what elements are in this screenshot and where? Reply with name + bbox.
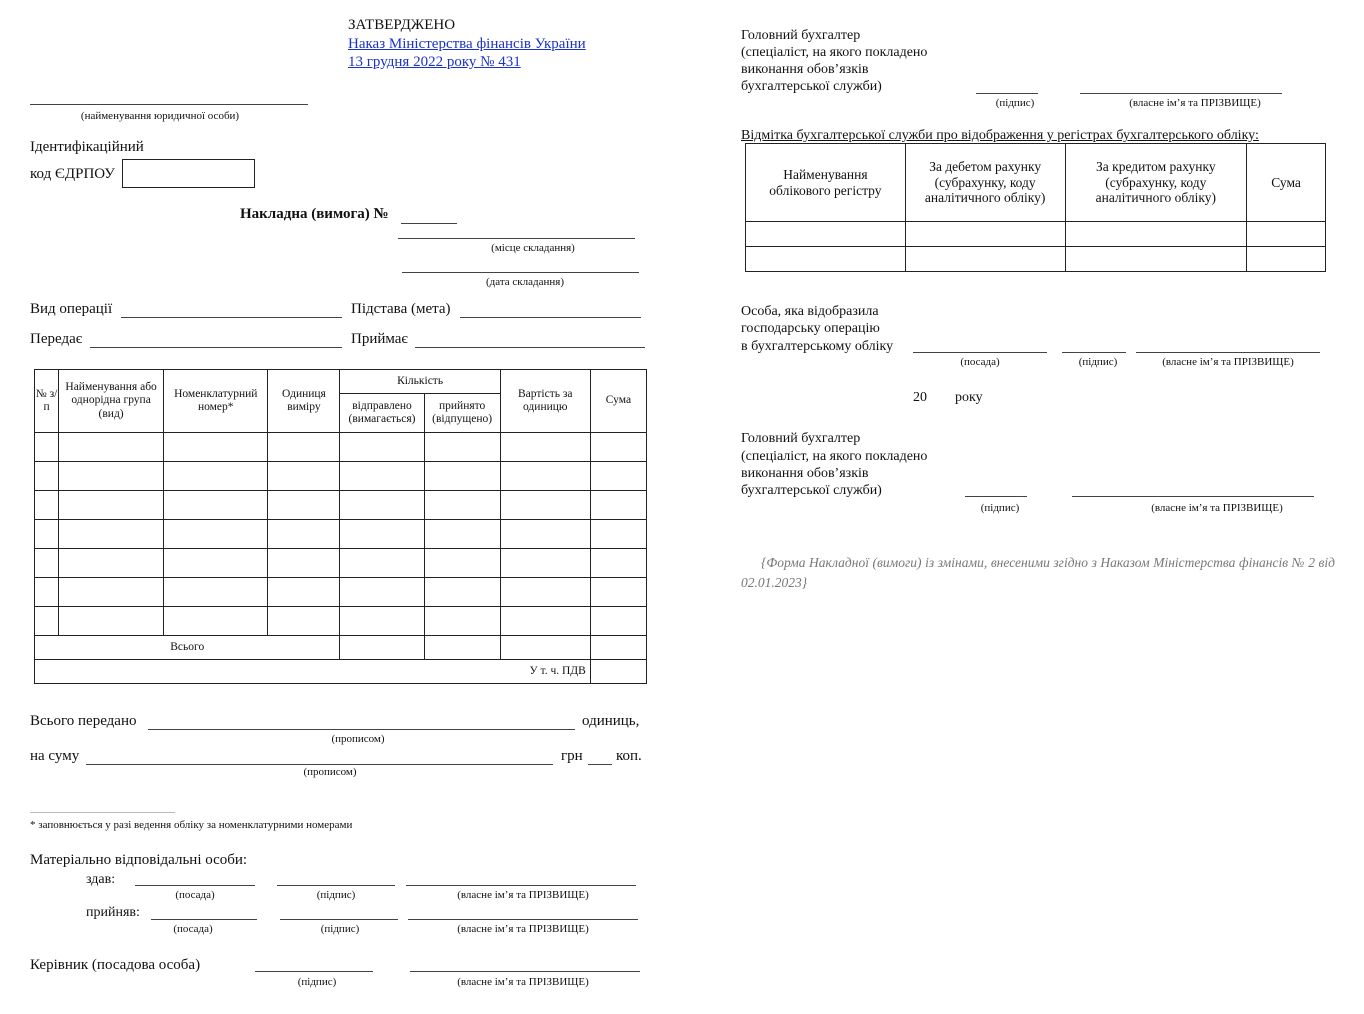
chief-accountant-2-signature-caption: (підпис) xyxy=(980,502,1020,514)
units-label: одиниць, xyxy=(582,713,640,729)
col-register: Найменування облікового регістру xyxy=(746,144,906,222)
entity-name-caption: (найменування юридичної особи) xyxy=(80,110,240,122)
document-number-line[interactable] xyxy=(401,223,457,224)
responsible-title: Матеріально відповідальні особи: xyxy=(30,852,248,868)
chief-accountant-1-line2: (спеціаліст, на якого покладено xyxy=(741,45,928,60)
table-row xyxy=(35,491,647,520)
accounting-table xyxy=(745,143,1326,272)
recorder-signature-line[interactable] xyxy=(1062,352,1126,353)
chief-accountant-2-name-line[interactable] xyxy=(1072,496,1314,497)
col-quantity: Кількість xyxy=(340,370,500,394)
table-row xyxy=(35,520,647,549)
entity-name-line xyxy=(30,104,308,105)
chief-accountant-1-signature-line[interactable] xyxy=(976,93,1038,94)
accepted-position-caption: (посада) xyxy=(173,923,213,935)
total-label: Всього xyxy=(35,636,340,660)
kop-label: коп. xyxy=(616,748,642,764)
year-prefix: 20 xyxy=(913,390,927,405)
col-unit: Одиниця виміру xyxy=(268,370,340,433)
accepted-name-caption: (власне ім’я та ПРІЗВИЩЕ) xyxy=(457,923,589,935)
document-title: Накладна (вимога) № xyxy=(240,206,389,222)
handed-label: здав: xyxy=(86,872,116,887)
recorder-line3: в бухгалтерському обліку xyxy=(741,339,894,354)
col-sent: відправлено (вимагається) xyxy=(340,394,424,433)
col-received: прийнято (відпущено) xyxy=(424,394,500,433)
head-signature-caption: (підпис) xyxy=(297,976,337,988)
vat-row xyxy=(35,660,647,684)
operation-type-label: Вид операції xyxy=(30,301,113,317)
in-words-caption-2: (прописом) xyxy=(303,766,357,778)
table-row xyxy=(746,247,1326,272)
chief-accountant-2-line2: (спеціаліст, на якого покладено xyxy=(741,449,928,464)
amendment-note: {Форма Накладної (вимоги) із змінами, внесеними згідно з Наказом Міністерства фінансів № 2 від 02.01.2023} xyxy=(741,555,1335,590)
footnote-divider xyxy=(30,812,175,813)
place-caption: (місце складання) xyxy=(491,242,575,254)
handed-name-line[interactable] xyxy=(406,885,636,886)
year-suffix: року xyxy=(955,390,983,405)
handed-position-line[interactable] xyxy=(135,885,255,886)
recorder-line2: господарську операцію xyxy=(741,321,880,336)
col-nomenclature: Номенклатурний номер* xyxy=(164,370,268,433)
receives-line[interactable] xyxy=(415,347,645,348)
head-signature-line[interactable] xyxy=(255,971,373,972)
date-caption: (дата складання) xyxy=(485,276,564,288)
table-row xyxy=(35,578,647,607)
chief-accountant-2-line1: Головний бухгалтер xyxy=(741,431,861,446)
col-name: Найменування або однорідна група (вид) xyxy=(59,370,164,433)
chief-accountant-1-line1: Головний бухгалтер xyxy=(741,28,861,43)
transfers-line[interactable] xyxy=(90,347,342,348)
id-label-1: Ідентифікаційний xyxy=(30,139,144,155)
table-row xyxy=(35,433,647,462)
accepted-label: прийняв: xyxy=(86,905,140,920)
total-row xyxy=(35,636,647,660)
accounting-mark-title: Відмітка бухгалтерської служби про відображення у регістрах бухгалтерського обліку: xyxy=(741,128,1259,143)
handed-name-caption: (власне ім’я та ПРІЗВИЩЕ) xyxy=(457,889,589,901)
receives-label: Приймає xyxy=(351,331,408,347)
table-row xyxy=(35,462,647,491)
handed-signature-line[interactable] xyxy=(277,885,395,886)
table-row xyxy=(35,607,647,636)
chief-accountant-2-signature-line[interactable] xyxy=(965,496,1027,497)
recorder-position-caption: (посада) xyxy=(960,356,1000,368)
approved-label: ЗАТВЕРДЖЕНО xyxy=(348,17,456,33)
head-name-caption: (власне ім’я та ПРІЗВИЩЕ) xyxy=(457,976,589,988)
order-date-link[interactable]: 13 грудня 2022 року № 431 xyxy=(348,54,521,70)
edrpou-code-field[interactable] xyxy=(122,159,255,188)
recorder-signature-caption: (підпис) xyxy=(1078,356,1118,368)
chief-accountant-1-name-caption: (власне ім’я та ПРІЗВИЩЕ) xyxy=(1129,97,1261,109)
id-label-2: код ЄДРПОУ xyxy=(30,166,115,182)
col-debit: За дебетом рахунку (субрахунку, коду аналітичного обліку) xyxy=(905,144,1065,222)
chief-accountant-1-name-line[interactable] xyxy=(1080,93,1282,94)
total-transferred-label: Всього передано xyxy=(30,713,137,729)
recorder-position-line[interactable] xyxy=(913,352,1047,353)
transfers-label: Передає xyxy=(30,331,83,347)
vat-label: У т. ч. ПДВ xyxy=(35,660,591,684)
operation-type-line[interactable] xyxy=(121,317,342,318)
total-transferred-line[interactable] xyxy=(148,729,575,730)
for-sum-label: на суму xyxy=(30,748,80,764)
chief-accountant-2-name-caption: (власне ім’я та ПРІЗВИЩЕ) xyxy=(1151,502,1283,514)
table-row xyxy=(35,549,647,578)
col-sum: Сума xyxy=(590,370,646,433)
basis-label: Підстава (мета) xyxy=(351,301,451,317)
chief-accountant-1-line4: бухгалтерської служби) xyxy=(741,79,882,94)
accepted-position-line[interactable] xyxy=(151,919,257,920)
uah-label: грн xyxy=(561,748,583,764)
col-number: № з/п xyxy=(35,370,59,433)
chief-accountant-1-signature-caption: (підпис) xyxy=(995,97,1035,109)
accepted-signature-caption: (підпис) xyxy=(320,923,360,935)
col-credit: За кредитом рахунку (субрахунку, коду аналітичного обліку) xyxy=(1065,144,1247,222)
accepted-signature-line[interactable] xyxy=(280,919,398,920)
chief-accountant-2-line4: бухгалтерської служби) xyxy=(741,483,882,498)
kop-line[interactable] xyxy=(588,764,612,765)
col-acc-sum: Сума xyxy=(1247,144,1326,222)
head-label: Керівник (посадова особа) xyxy=(30,957,201,973)
order-link[interactable]: Наказ Міністерства фінансів України xyxy=(348,36,586,52)
recorder-name-line[interactable] xyxy=(1136,352,1320,353)
in-words-caption-1: (прописом) xyxy=(331,733,385,745)
goods-table xyxy=(34,369,647,684)
head-name-line[interactable] xyxy=(410,971,640,972)
handed-signature-caption: (підпис) xyxy=(316,889,356,901)
basis-line[interactable] xyxy=(460,317,641,318)
chief-accountant-2-line3: виконання обов’язків xyxy=(741,466,869,481)
chief-accountant-1-line3: виконання обов’язків xyxy=(741,62,869,77)
recorder-line1: Особа, яка відобразила xyxy=(741,304,879,319)
accepted-name-line[interactable] xyxy=(408,919,638,920)
sum-words-line[interactable] xyxy=(86,764,553,765)
handed-position-caption: (посада) xyxy=(175,889,215,901)
recorder-name-caption: (власне ім’я та ПРІЗВИЩЕ) xyxy=(1162,356,1294,368)
table-row xyxy=(746,222,1326,247)
place-line[interactable] xyxy=(398,238,635,239)
footnote: * заповнюється у разі ведення обліку за номенклатурними номерами xyxy=(30,819,353,831)
col-unit-price: Вартість за одиницю xyxy=(500,370,590,433)
date-line[interactable] xyxy=(402,272,639,273)
